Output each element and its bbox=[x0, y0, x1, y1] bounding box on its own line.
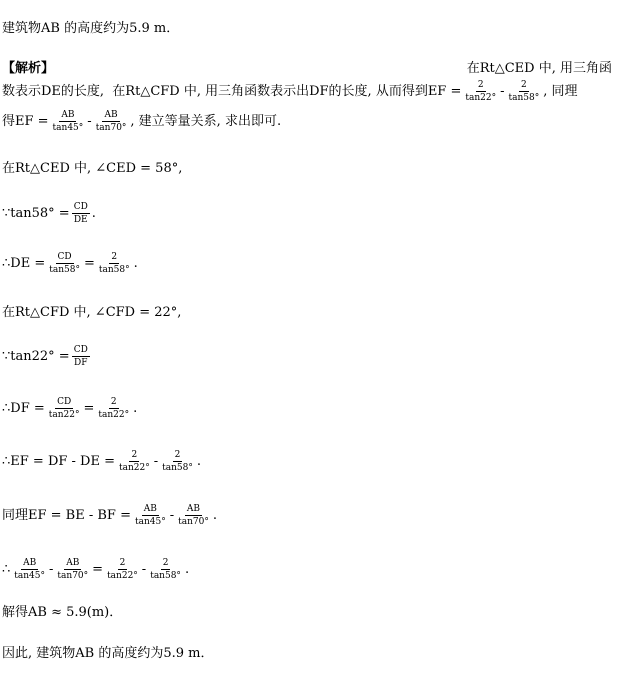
fraction: $\frac{2}{\tan 58^\circ}$ bbox=[508, 80, 540, 104]
fraction: $\frac{2}{\tan 22^\circ}$ bbox=[107, 558, 138, 582]
fraction: $\frac{2}{\tan 58^\circ}$ bbox=[150, 558, 181, 582]
analysis-line-2: 数表示DE的长度, 在Rt△CFD 中, 用三角函数表示出DF的长度, 从而得到EF = $\frac{2}{\tan 22^\circ}$ - $\frac{2}{\tan 58^\circ}$ , 同理 bbox=[2, 80, 578, 104]
analysis-label: 【解析】 bbox=[2, 61, 55, 76]
step-9: ∴ $\frac{AB}{\tan 45^\circ}$ - $\frac{AB}{\tan 70^\circ}$ = $\frac{2}{\tan 22^\circ}$ - $\frac{2}{\tan 58^\circ}$ . bbox=[2, 558, 190, 582]
step-11-conclusion: 因此, 建筑物AB 的高度约为5.9 m． bbox=[2, 646, 214, 661]
analysis-line-1: 【解析】 在Rt△CED 中, 用三角函 bbox=[2, 61, 612, 76]
fraction: $\frac{2}{\tan 22^\circ}$ bbox=[465, 80, 497, 104]
step-6: ∴DF = $\frac{CD}{\tan 22^\circ}$ = $\frac{2}{\tan 22^\circ}$ . bbox=[2, 397, 138, 421]
fraction: $\frac{2}{\tan 22^\circ}$ bbox=[98, 397, 130, 421]
step-3: ∴DE = $\frac{CD}{\tan 58^\circ}$ = $\frac{2}{\tan 58^\circ}$ . bbox=[2, 252, 138, 276]
fraction: $\frac{2}{\tan 58^\circ}$ bbox=[98, 252, 130, 276]
fraction: $\frac{CD}{DE}$ bbox=[73, 202, 88, 226]
fraction: $\frac{AB}{\tan 45^\circ}$ bbox=[14, 558, 46, 582]
fraction: $\frac{AB}{\tan 70^\circ}$ bbox=[178, 504, 209, 528]
step-4: 在Rt△CFD 中, ∠CFD = 22°, bbox=[2, 305, 182, 320]
analysis-line-3: 得EF = $\frac{AB}{\tan 45^\circ}$ - $\frac{AB}{\tan 70^\circ}$ , 建立等量关系, 求出即可. bbox=[2, 110, 282, 134]
fraction: $\frac{AB}{\tan 45^\circ}$ bbox=[134, 504, 166, 528]
step-1: 在Rt△CED 中, ∠CED = 58°, bbox=[2, 161, 183, 176]
fraction: $\frac{AB}{\tan 70^\circ}$ bbox=[95, 110, 127, 134]
fraction: $\frac{2}{\tan 22^\circ}$ bbox=[118, 450, 150, 474]
step-2: ∵tan58° = $\frac{CD}{DE}$ . bbox=[2, 202, 96, 226]
fraction: $\frac{2}{\tan 58^\circ}$ bbox=[162, 450, 193, 474]
fraction: $\frac{CD}{\tan 58^\circ}$ bbox=[49, 252, 80, 276]
step-7: ∴EF = DF - DE = $\frac{2}{\tan 22^\circ}$ - $\frac{2}{\tan 58^\circ}$ . bbox=[2, 450, 201, 474]
step-10: 解得AB ≈ 5.9(m)． bbox=[2, 605, 123, 620]
fraction: $\frac{AB}{\tan 70^\circ}$ bbox=[57, 558, 89, 582]
fraction: $\frac{CD}{DF}$ bbox=[73, 345, 88, 369]
step-8: 同理EF = BE - BF = $\frac{AB}{\tan 45^\circ}$ - $\frac{AB}{\tan 70^\circ}$ . bbox=[2, 504, 217, 528]
step-5: ∵tan22° = $\frac{CD}{DF}$ bbox=[2, 345, 88, 369]
answer-top: 建筑物AB 的高度约为5.9 m． bbox=[2, 21, 180, 36]
fraction: $\frac{AB}{\tan 45^\circ}$ bbox=[52, 110, 84, 134]
fraction: $\frac{CD}{\tan 22^\circ}$ bbox=[48, 397, 80, 421]
